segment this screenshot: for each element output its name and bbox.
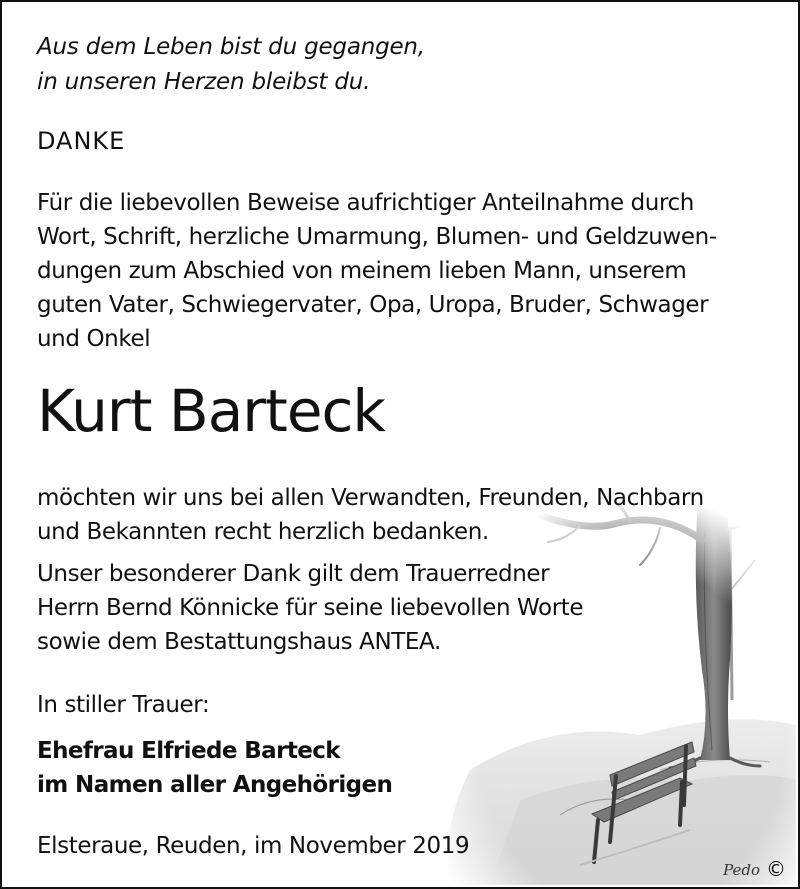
intro-line: Für die liebevollen Beweise aufrichtiger Anteilnahme durch <box>37 190 694 216</box>
special-thanks-line: sowie dem Bestattungshaus ANTEA. <box>37 629 441 655</box>
intro-line: und Onkel <box>37 326 151 352</box>
thanks-line: möchten wir uns bei allen Verwandten, Freunden, Nachbarn <box>37 485 704 511</box>
intro-paragraph <box>37 186 717 356</box>
signer-line: im Namen aller Angehörigen <box>37 772 393 798</box>
intro-line: Wort, Schrift, herzliche Umarmung, Blumen- und Geldzuwen- <box>37 224 717 250</box>
artist-credit: Pedo <box>723 861 760 879</box>
motto-verse <box>37 30 425 100</box>
danke-heading: DANKE <box>37 127 126 155</box>
motto-line: Aus dem Leben bist du gegangen, <box>37 34 425 60</box>
thanks-line: und Bekannten recht herzlich bedanken. <box>37 519 489 545</box>
special-thanks-paragraph <box>37 557 583 659</box>
copyright-icon: © <box>766 857 786 881</box>
place-date: Elsteraue, Reuden, im November 2019 <box>37 833 470 859</box>
signers-block <box>37 734 392 802</box>
intro-line: guten Vater, Schwiegervater, Opa, Uropa, Bruder, Schwager <box>37 292 709 318</box>
thanks-paragraph <box>37 481 704 549</box>
special-thanks-line: Herrn Bernd Könnicke für seine liebevollen Worte <box>37 595 584 621</box>
special-thanks-line: Unser besonderer Dank gilt dem Trauerredner <box>37 561 550 587</box>
intro-line: dungen zum Abschied von meinem lieben Mann, unserem <box>37 258 687 284</box>
mourning-label: In stiller Trauer: <box>37 692 210 718</box>
signer-line: Ehefrau Elfriede Barteck <box>37 738 340 764</box>
motto-line: in unseren Herzen bleibst du. <box>37 69 371 95</box>
deceased-name: Kurt Barteck <box>37 377 386 445</box>
